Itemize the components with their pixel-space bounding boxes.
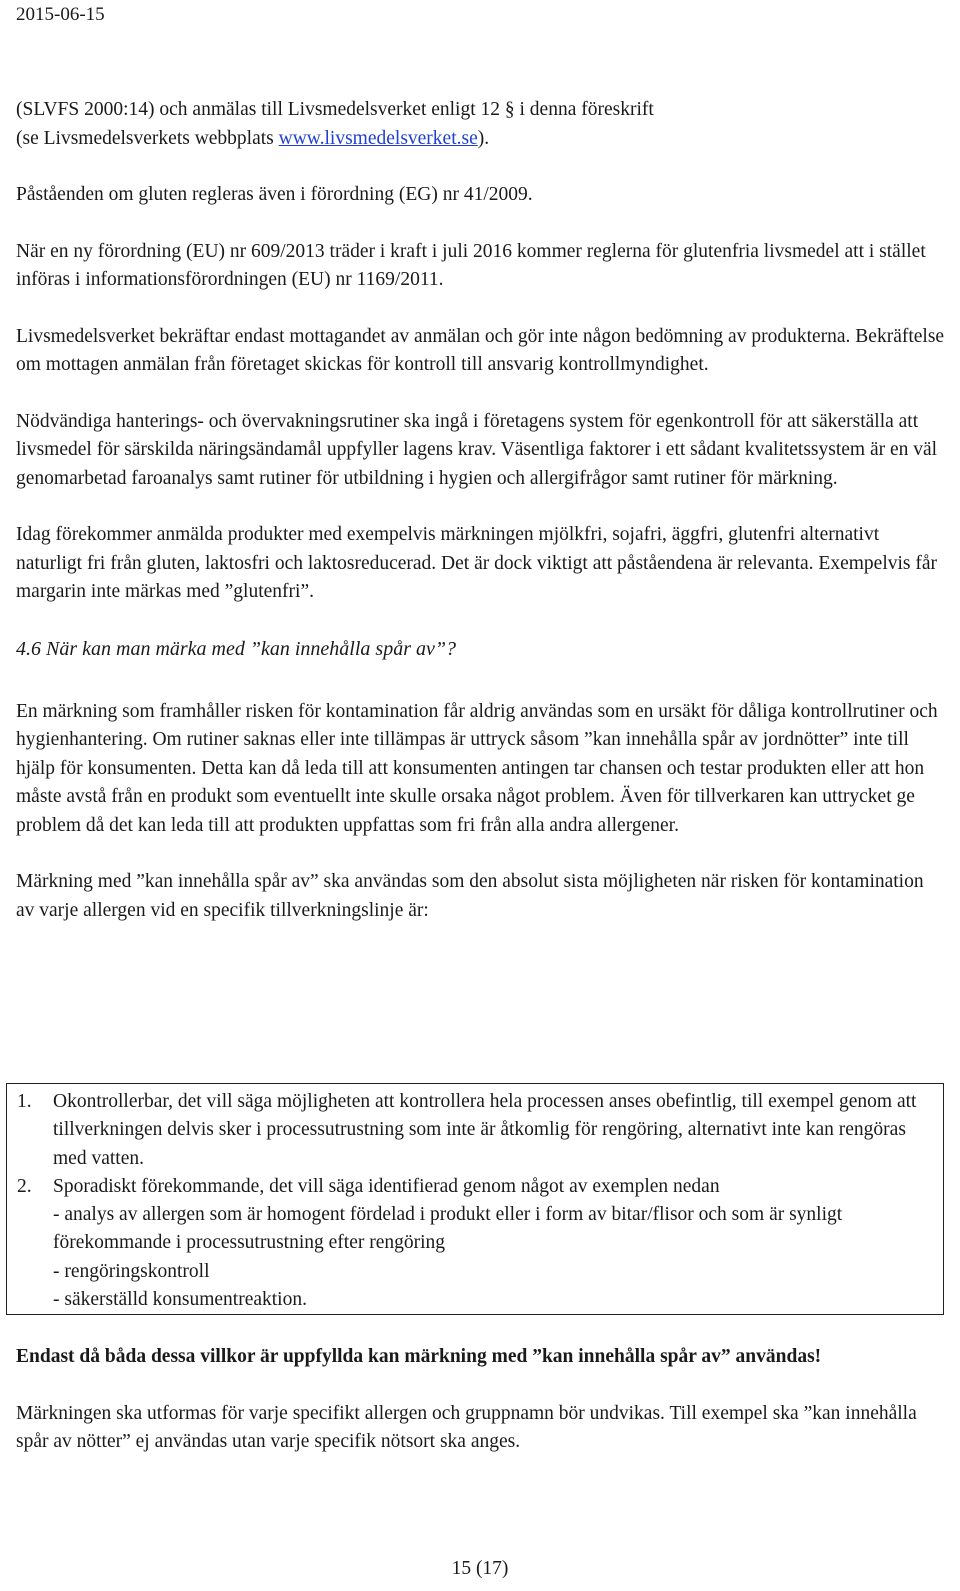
condition-number: 2. [17,1175,32,1197]
paragraph-slvfs-line1: (SLVFS 2000:14) och anmälas till Livsmedelsverket enligt 12 § i denna föreskrift [16,99,654,120]
paragraph-new-regulation: När en ny förordning (EU) nr 609/2013 träder i kraft i juli 2016 kommer reglerna för glutenfria livsmedel att i stället införas i informationsförordningen (EU) nr 1169/2011. [16,240,926,290]
page-number: 15 (17) [451,1558,509,1579]
paragraph-gluten-regulation: Påståenden om gluten regleras även i förordning (EG) nr 41/2009. [16,184,533,205]
closing-bold-statement: Endast då båda dessa villkor är uppfyllda kan märkning med ”kan innehålla spår av” användas! [16,1346,822,1367]
document-body [16,96,946,953]
conditions-box [6,1083,944,1315]
paragraph-specific-allergen: Märkningen ska utformas för varje specifikt allergen och gruppnamn bör undvikas. Till exempel ska ”kan innehålla spår av nötter” ej användas utan varje specifik nötsort ska anges. [16,1402,917,1452]
condition-text: Sporadiskt förekommande, det vill säga identifierad genom något av exemplen nedan [53,1175,720,1197]
section-heading: 4.6 När kan man märka med ”kan innehålla spår av”? [16,637,456,660]
condition-number: 1. [17,1091,32,1112]
livsmedelsverket-link[interactable]: www.livsmedelsverket.se [278,127,478,149]
condition-subitem: - rengöringskontroll [53,1260,210,1282]
conditions-list [7,1084,943,1314]
condition-subitem: - analys av allergen som är homogent fördelad i produkt eller i form av bitar/flisor och som är synligt förekommande i processutrustning efter rengöring [53,1204,843,1254]
paragraph-contamination: En märkning som framhåller risken för kontamination får aldrig användas som en ursäkt för dåliga kontrollrutiner och hygienhantering. Om rutiner saknas eller inte tillämpas är uttryck såsom ”kan innehålla spår av jordnötter” inte till hjälp för konsumenten. Detta kan då leda till att konsumenten antingen tar chansen och testar produkten eller att hon måste avstå från en produkt som eventuellt inte skulle orsaka något problem. Även för tillverkaren kan uttrycket ge problem då det kan leda till att produkten uppfattas som fri från alla andra allergener. [16,700,938,836]
condition-subitem: - säkerställd konsumentreaktion. [53,1289,307,1311]
paragraph-labelling: Märkning med ”kan innehålla spår av” ska användas som den absolut sista möjligheten när risken för kontamination av varje allergen vid en specifik tillverkningslinje är: [16,871,924,921]
paragraph-confirmation: Livsmedelsverket bekräftar endast mottagandet av anmälan och gör inte någon bedömning av produkterna. Bekräftelse om mottagen anmälan från företaget skickas för kontroll till ansvarig kontrollmyndighet. [16,325,945,375]
document-date: 2015-06-15 [16,4,105,25]
condition-text: Okontrollerbar, det vill säga möjligheten att kontrollera hela processen anses obefintlig, till exempel genom att tillverkningen delvis sker i processutrustning som inte är åtkomlig för rengöring, alternativt inte kan rengöras med vatten. [53,1091,917,1169]
condition-item [7,1173,943,1314]
paragraph-slvfs [16,96,946,153]
paragraph-slvfs-tail: ). [477,127,490,149]
paragraph-examples: Idag förekommer anmälda produkter med exempelvis märkningen mjölkfri, sojafri, äggfri, glutenfri alternativt naturligt fri från gluten, laktosfri och laktosreducerad. Det är dock viktigt att påståendena är relevanta. Exempelvis får margarin inte märkas med ”glutenfri”. [16,524,938,602]
closing-section [16,1343,946,1457]
paragraph-routines: Nödvändiga hanterings- och övervakningsrutiner ska ingå i företagens system för egenkontroll för att säkerställa att livsmedel för särskilda näringsändamål uppfyller lagens krav. Väsentliga faktorer i ett sådant kvalitetssystem är en väl genomarbetad faroanalys samt rutiner för utbildning i hygien och allergifrågor samt rutiner för märkning. [16,410,938,489]
paragraph-slvfs-line2: (se Livsmedelsverkets webbplats [16,127,279,149]
condition-item [7,1088,943,1173]
